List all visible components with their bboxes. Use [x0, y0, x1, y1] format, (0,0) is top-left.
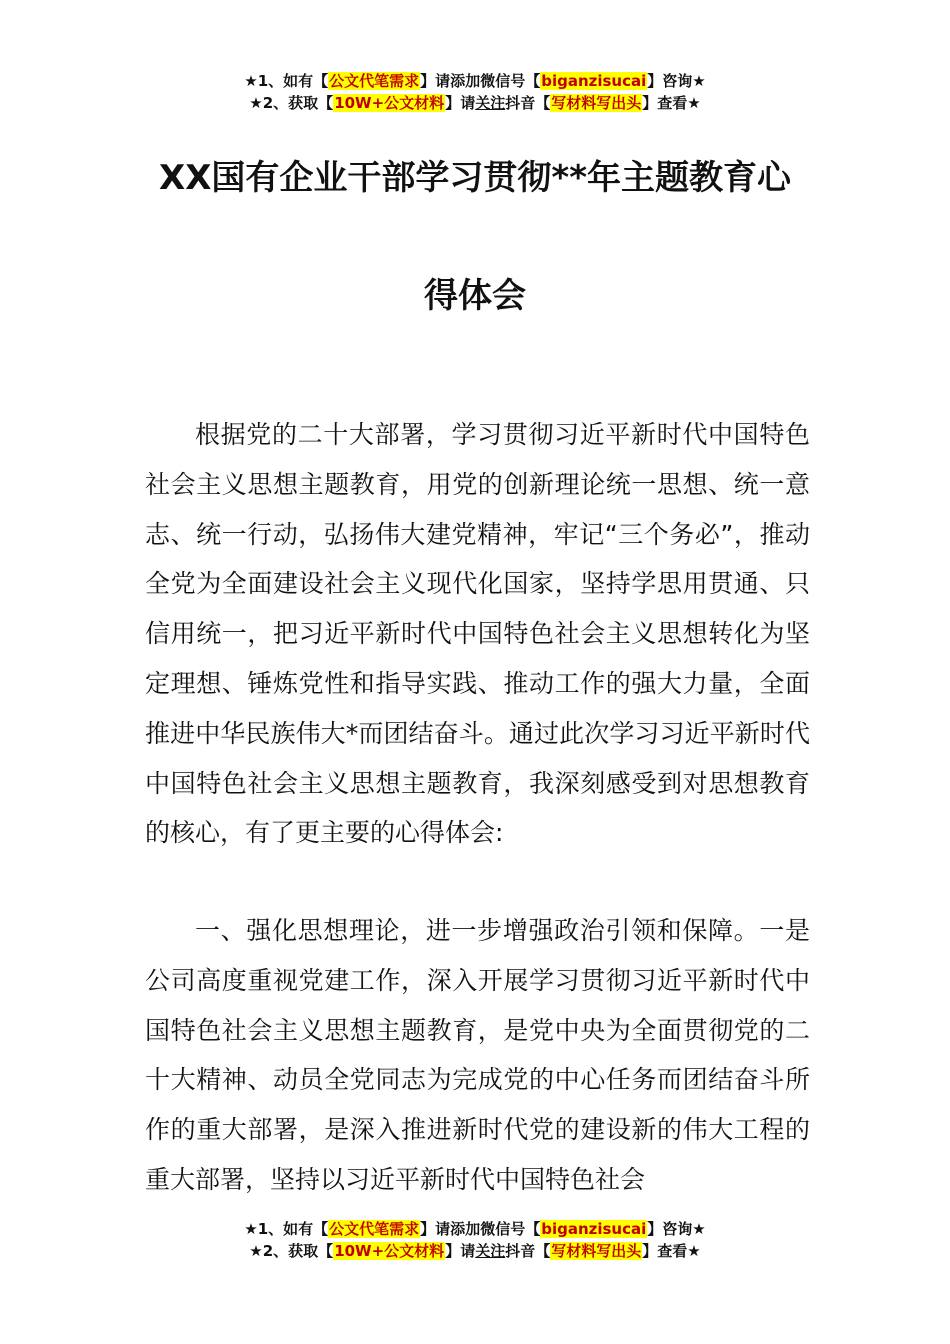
- banner-highlight-douyin: 写材料写出头: [551, 94, 642, 112]
- header-banner: [0, 70, 950, 114]
- banner-text: 】咨询★: [647, 72, 706, 90]
- banner-text: 】请: [445, 94, 476, 112]
- banner-text: 加: [465, 72, 481, 90]
- banner-text: 抖音【: [505, 1242, 551, 1260]
- banner-highlight: 10W+公文材料: [334, 1242, 445, 1260]
- banner-text: ★1、如有【: [244, 72, 329, 90]
- banner-text: 】请添: [420, 1220, 466, 1238]
- banner-text: 】查看★: [642, 94, 701, 112]
- body-paragraph-2: 一、强化思想理论，进一步增强政治引领和保障。一是公司高度重视党建工作，深入开展学习贯彻习近平新时代中国特色社会主义思想主题教育，是党中央为全面贯彻党的二十大精神、动员全党同志为完成党的中心任务而团结奋斗所作的重大部署，是深入推进新时代党的建设新的伟大工程的重大部署，坚持以习近平新时代中国特色社会: [145, 916, 810, 1194]
- banner-highlight: 公文代笔需求: [329, 72, 420, 90]
- banner-highlight-douyin: 写材料写出头: [551, 1242, 642, 1260]
- banner-highlight: 公文代笔需求: [329, 1220, 420, 1238]
- banner-text: 】请添: [420, 72, 466, 90]
- document-title-line-1: XX国有企业干部学习贯彻**年主题教育心: [159, 158, 791, 198]
- banner-text: ★1、如有【: [244, 1220, 329, 1238]
- banner-line-1: [0, 70, 950, 92]
- banner-highlight-wechat: biganzisucai: [541, 1220, 647, 1238]
- banner-text: 】请: [445, 1242, 476, 1260]
- banner-highlight: 10W+公文材料: [334, 94, 445, 112]
- banner-text-underlined: 关注: [475, 1242, 506, 1260]
- banner-text-underlined: 关注: [475, 94, 506, 112]
- banner-text: 】查看★: [642, 1242, 701, 1260]
- banner-line-2: [0, 92, 950, 114]
- banner-text: 微信号【: [480, 1220, 541, 1238]
- banner-highlight-wechat: biganzisucai: [541, 72, 647, 90]
- body-paragraph-1: 根据党的二十大部署，学习贯彻习近平新时代中国特色社会主义思想主题教育，用党的创新理论统一思想、统一意志、统一行动，弘扬伟大建党精神，牢记“三个务必”，推动全党为全面建设社会主义现代化国家，坚持学思用贯通、只信用统一，把习近平新时代中国特色社会主义思想转化为坚定理想、锤炼党性和指导实践、推动工作的强大力量，全面推进中华民族伟大*而团结奋斗。通过此次学习习近平新时代中国特色社会主义思想主题教育，我深刻感受到对思想教育的核心，有了更主要的心得体会:: [145, 420, 810, 848]
- banner-text: 加: [465, 1220, 481, 1238]
- document-title-line-2: 得体会: [424, 276, 526, 316]
- banner-text: 】咨询★: [647, 1220, 706, 1238]
- banner-line-2: [0, 1240, 950, 1262]
- banner-text: ★2、获取【: [249, 1242, 334, 1260]
- banner-line-1: [0, 1218, 950, 1240]
- footer-banner: [0, 1218, 950, 1262]
- banner-text: 微信号【: [480, 72, 541, 90]
- banner-text: ★2、获取【: [249, 94, 334, 112]
- banner-text: 抖音【: [505, 94, 551, 112]
